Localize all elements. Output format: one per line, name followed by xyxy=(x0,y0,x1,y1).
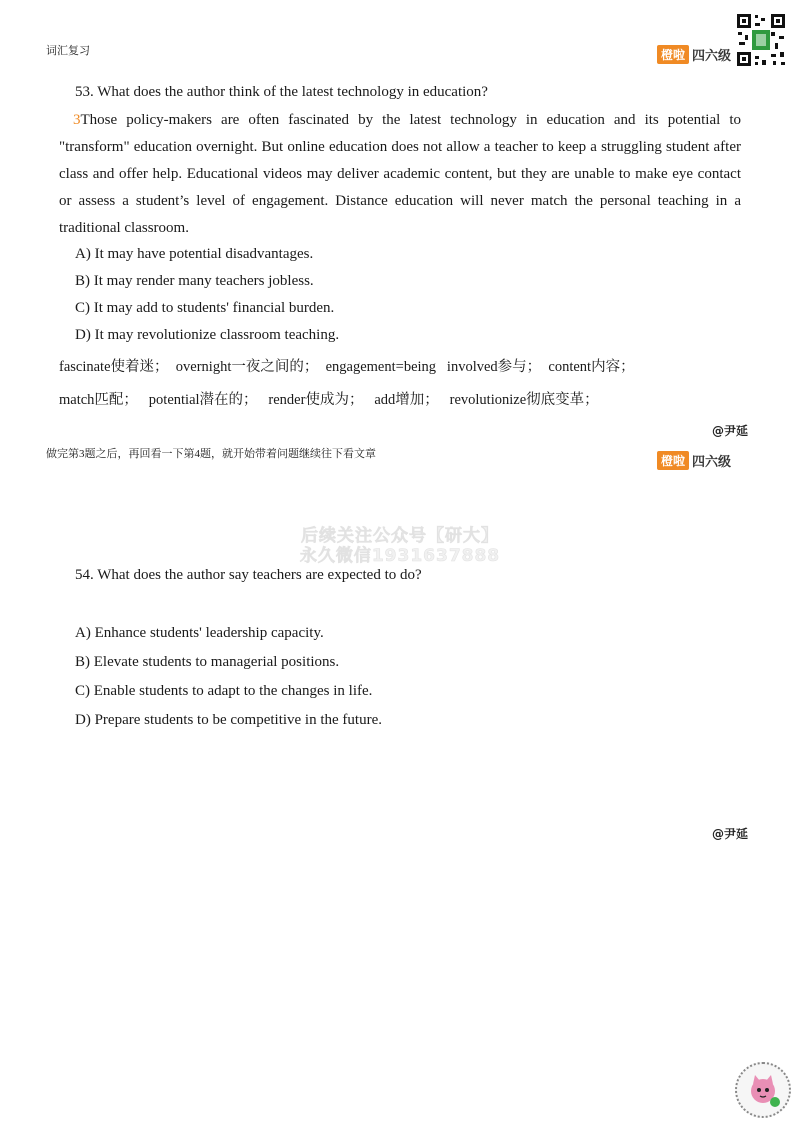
paragraph-text: Those policy-makers are often fascinated by the latest technology in education and its potential to "transform" education overnight. But online education does not allow a teacher to keep a struggling student after class and offer help. Educational videos may deliver academic content, but they are unable to make eye contact or assess a student’s level of engagement. Distance education will never match the personal teaching in a traditional classroom. xyxy=(59,112,741,236)
brand-name: 橙啦 xyxy=(657,45,689,64)
brand-logo-2 xyxy=(657,451,731,470)
cat-face-icon xyxy=(745,1072,781,1108)
mascot-badge-icon xyxy=(735,1062,791,1118)
option-54-a: A) Enhance students' leadership capacity. xyxy=(75,625,324,641)
option-54-b: B) Elevate students to managerial positions. xyxy=(75,654,340,670)
vocab-line-1: fascinate使着迷； overnight一夜之间的； engagement=being involved参与； content内容； xyxy=(59,359,635,375)
passage-paragraph xyxy=(59,107,741,242)
watermark-line-2: 永久微信1931637888 xyxy=(299,546,501,566)
option-53-b: B) It may render many teachers jobless. xyxy=(75,273,314,289)
brand-name-2: 橙啦 xyxy=(657,451,689,470)
brand-logo xyxy=(657,45,731,64)
option-54-c: C) Enable students to adapt to the changes in life. xyxy=(75,683,373,699)
brand-suffix-2: 四六级 xyxy=(692,455,732,470)
watermark xyxy=(280,526,520,566)
header-instruction: 做完第3题之后，再回看一下第4题，就开始带着问题继续往下看文章 xyxy=(46,448,376,460)
qr-code-icon xyxy=(735,12,787,68)
author-credit-1: @尹延 xyxy=(712,424,749,438)
option-53-d: D) It may revolutionize classroom teaching. xyxy=(75,327,340,343)
header-section-title: 词汇复习 xyxy=(46,45,90,57)
option-53-c: C) It may add to students' financial burden. xyxy=(75,300,335,316)
paragraph-number: 3 xyxy=(73,112,81,128)
watermark-line-1: 后续关注公众号【研大】 xyxy=(301,526,499,546)
option-54-d: D) Prepare students to be competitive in the future. xyxy=(75,712,382,728)
question-53: 53. What does the author think of the latest technology in education? xyxy=(75,84,488,100)
option-53-a: A) It may have potential disadvantages. xyxy=(75,246,314,262)
author-credit-2: @尹延 xyxy=(712,827,749,841)
question-54: 54. What does the author say teachers are expected to do? xyxy=(75,567,422,583)
brand-suffix: 四六级 xyxy=(692,49,732,64)
vocab-line-2: match匹配； potential潜在的； render使成为； add增加； revolutionize彻底变革； xyxy=(59,392,599,408)
